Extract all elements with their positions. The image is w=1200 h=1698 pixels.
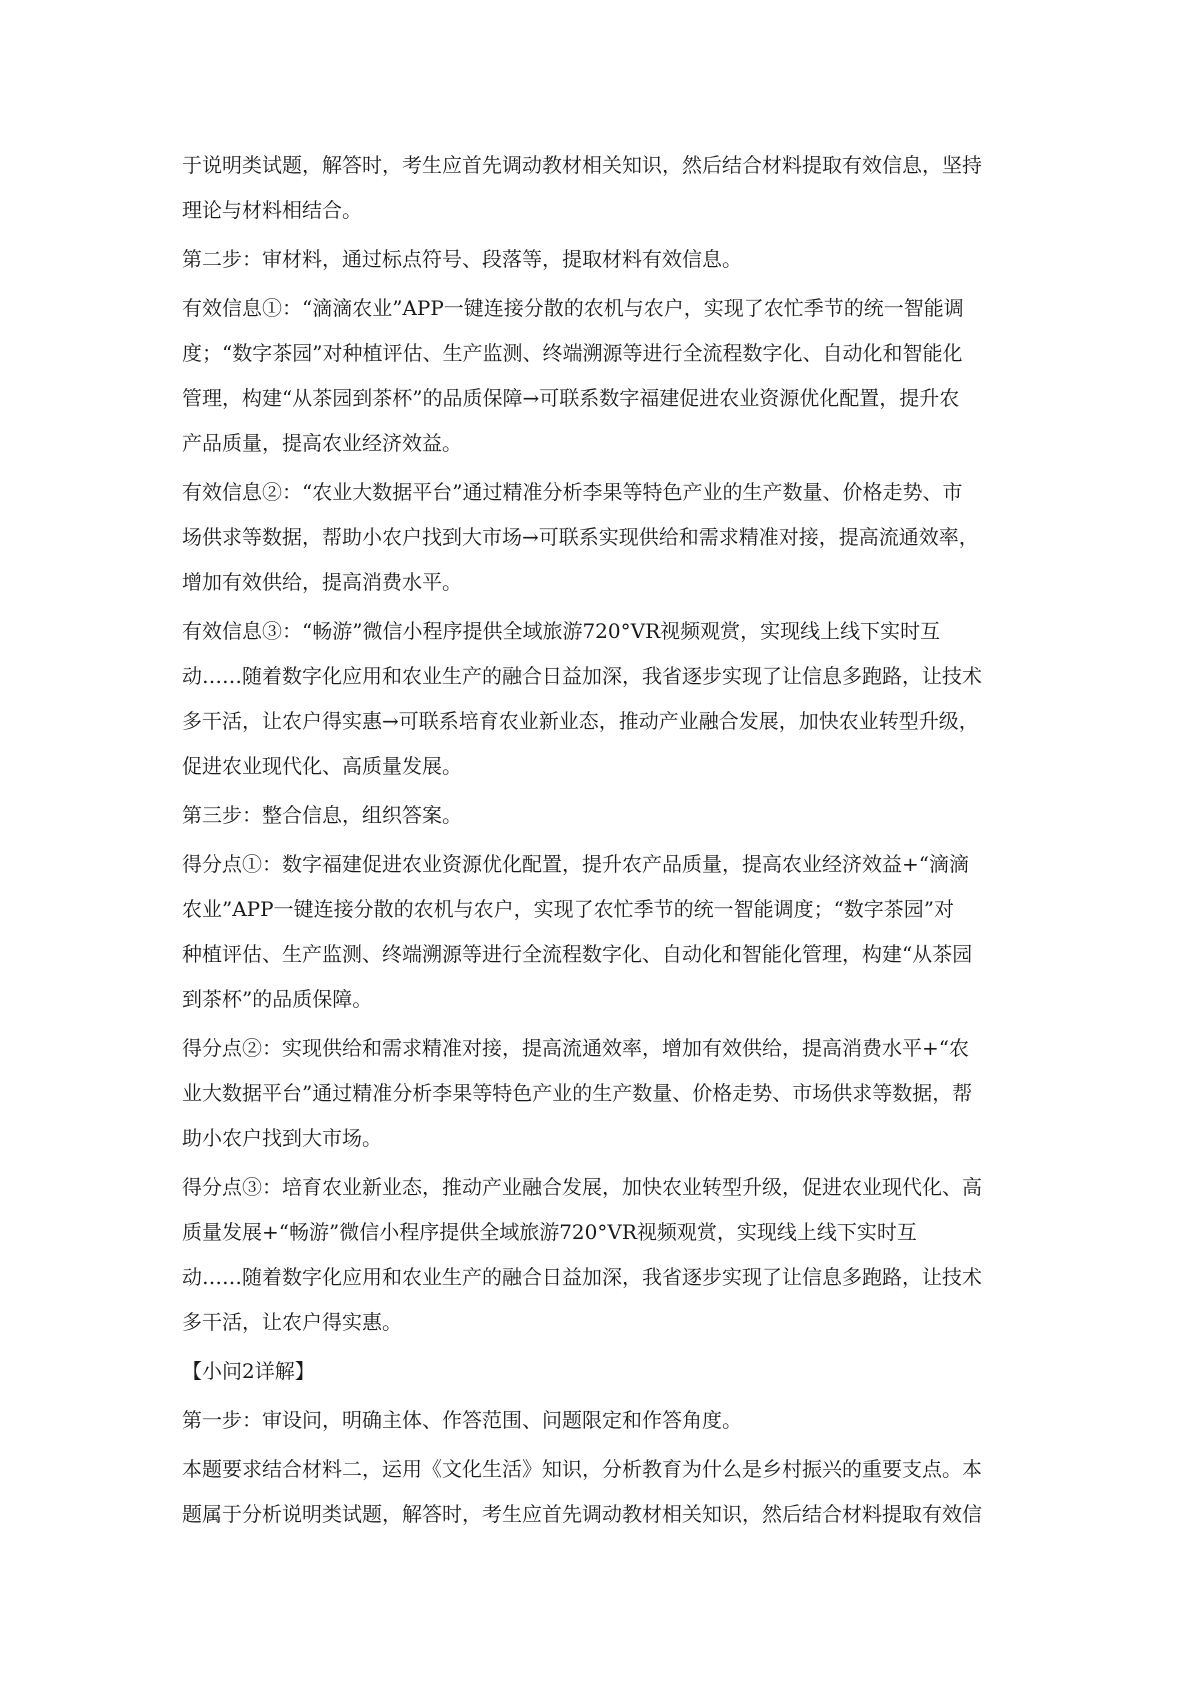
text-line: 多干活，让农户得实惠。: [182, 1310, 402, 1334]
paragraph: [182, 609, 1027, 789]
text-line: 题属于分析说明类试题，解答时，考生应首先调动教材相关知识，然后结合材料提取有效信: [182, 1502, 982, 1526]
paragraph: [182, 1026, 1027, 1161]
text-line: 农业”APP一键连接分散的农机与农户，实现了农忙季节的统一智能调度；“数字茶园”对: [182, 897, 955, 921]
text-line: 助小农户找到大市场。: [182, 1126, 382, 1150]
text-line: 管理，构建“从茶园到茶杯”的品质保障→可联系数字福建促进农业资源优化配置，提升农: [182, 386, 960, 410]
paragraph: [182, 286, 1027, 466]
paragraph: [182, 793, 1027, 838]
text-line: 业大数据平台”通过精准分析李果等特色产业的生产数量、价格走势、市场供求等数据，帮: [182, 1081, 973, 1105]
text-line: 种植评估、生产监测、终端溯源等进行全流程数字化、自动化和智能化管理，构建“从茶园: [182, 942, 973, 966]
paragraph: [182, 470, 1027, 605]
text-line: 第三步：整合信息，组织答案。: [182, 803, 462, 827]
text-line: 度；“数字茶园”对种植评估、生产监测、终端溯源等进行全流程数字化、自动化和智能化: [182, 341, 963, 365]
text-line: 有效信息③：“畅游”微信小程序提供全域旅游720°VR视频观赏，实现线上线下实时互: [182, 619, 941, 643]
paragraph: [182, 1349, 1027, 1394]
text-line: 【小问2详解】: [182, 1359, 315, 1383]
document-body: [182, 143, 1027, 1541]
text-line: 促进农业现代化、高质量发展。: [182, 754, 462, 778]
text-line: 动……随着数字化应用和农业生产的融合日益加深，我省逐步实现了让信息多跑路，让技术: [182, 664, 982, 688]
text-line: 于说明类试题，解答时，考生应首先调动教材相关知识，然后结合材料提取有效信息，坚持: [182, 153, 982, 177]
text-line: 有效信息②：“农业大数据平台”通过精准分析李果等特色产业的生产数量、价格走势、市: [182, 480, 963, 504]
text-line: 得分点③：培育农业新业态，推动产业融合发展，加快农业转型升级，促进农业现代化、高: [182, 1175, 982, 1199]
text-line: 场供求等数据，帮助小农户找到大市场→可联系实现供给和需求精准对接，提高流通效率，: [182, 525, 979, 549]
paragraph: [182, 1165, 1027, 1345]
text-line: 本题要求结合材料二，运用《文化生活》知识，分析教育为什么是乡村振兴的重要支点。本: [182, 1457, 982, 1481]
text-line: 得分点①：数字福建促进农业资源优化配置，提升农产品质量，提高农业经济效益+“滴滴: [182, 852, 969, 876]
text-line: 多干活，让农户得实惠→可联系培育农业新业态，推动产业融合发展，加快农业转型升级，: [182, 709, 979, 733]
text-line: 得分点②：实现供给和需求精准对接，提高流通效率，增加有效供给，提高消费水平+“农: [182, 1036, 969, 1060]
text-line: 第二步：审材料，通过标点符号、段落等，提取材料有效信息。: [182, 247, 742, 271]
paragraph: [182, 237, 1027, 282]
text-line: 到茶杯”的品质保障。: [182, 987, 373, 1011]
text-line: 产品质量，提高农业经济效益。: [182, 431, 462, 455]
text-line: 第一步：审设问，明确主体、作答范围、问题限定和作答角度。: [182, 1408, 742, 1432]
text-line: 质量发展+“畅游”微信小程序提供全域旅游720°VR视频观赏，实现线上线下实时互: [182, 1220, 917, 1244]
text-line: 动……随着数字化应用和农业生产的融合日益加深，我省逐步实现了让信息多跑路，让技术: [182, 1265, 982, 1289]
text-line: 增加有效供给，提高消费水平。: [182, 570, 462, 594]
paragraph: [182, 1398, 1027, 1443]
text-line: 有效信息①：“滴滴农业”APP一键连接分散的农机与农户，实现了农忙季节的统一智能调: [182, 296, 964, 320]
paragraph: [182, 842, 1027, 1022]
paragraph: [182, 1447, 1027, 1537]
text-line: 理论与材料相结合。: [182, 198, 362, 222]
paragraph: [182, 143, 1027, 233]
